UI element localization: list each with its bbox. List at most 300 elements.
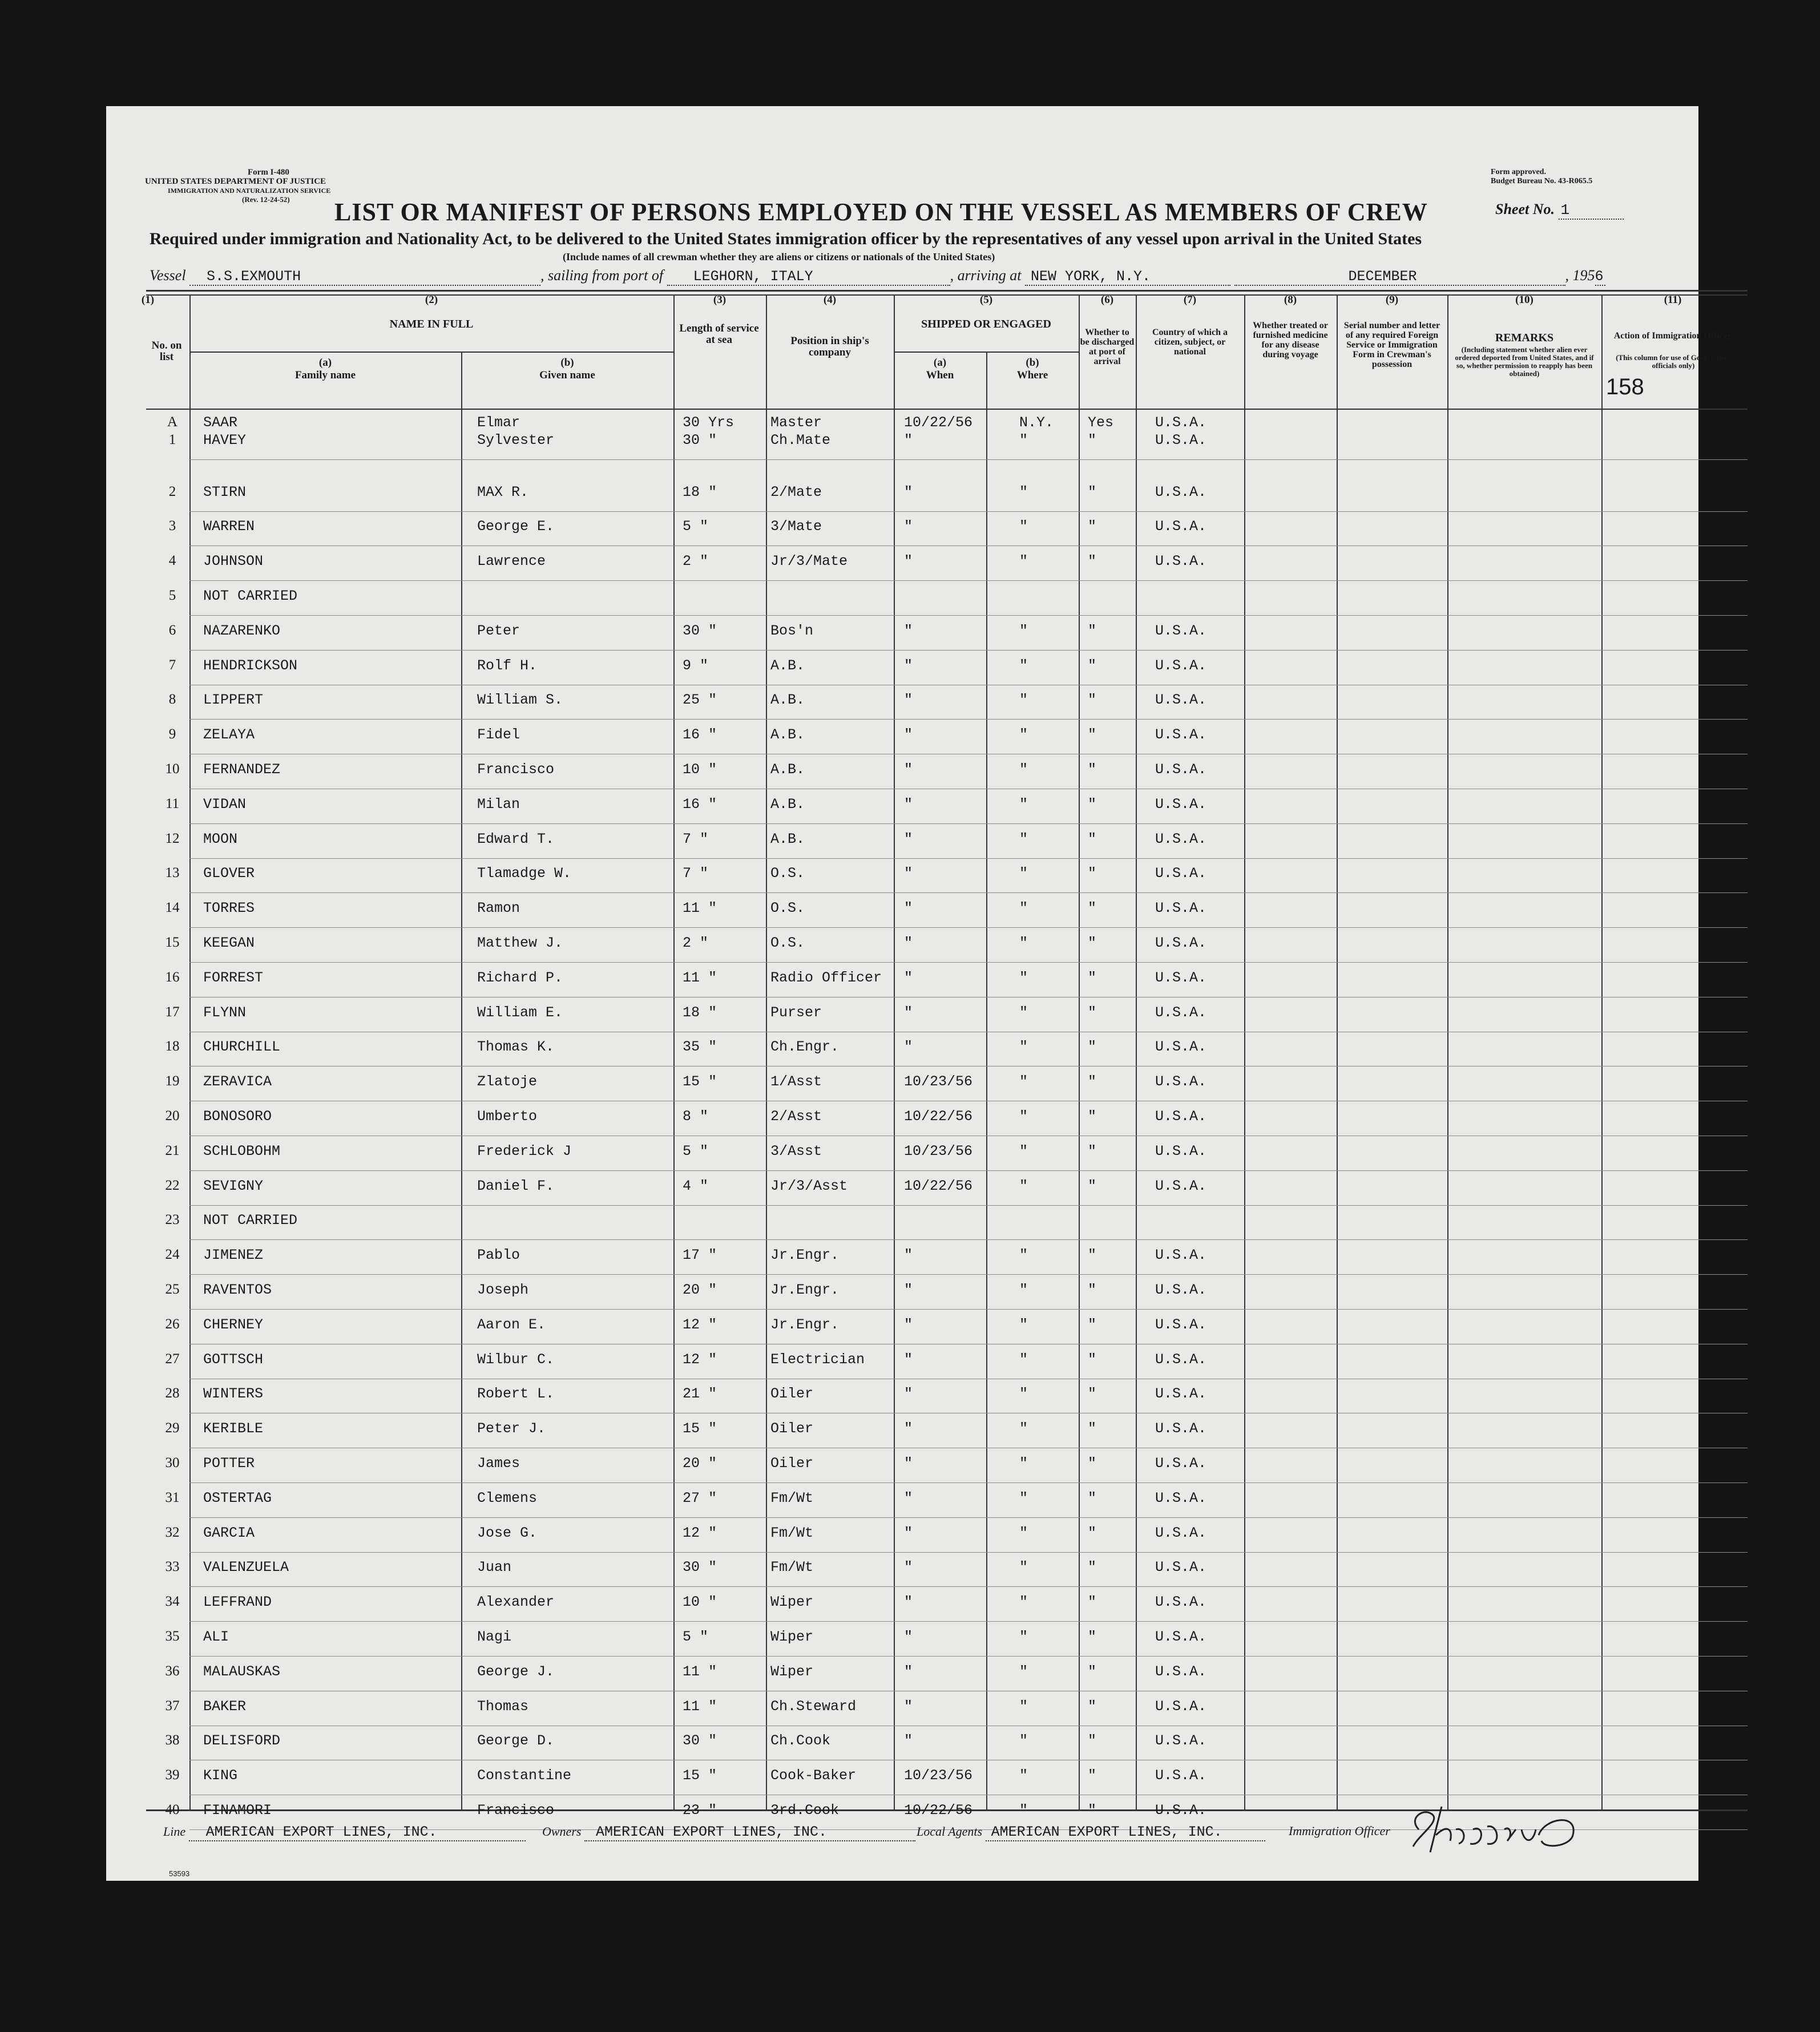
row-when: 10/23/56	[904, 1767, 973, 1784]
col6-header: Whether to be discharged at port of arrival	[1080, 328, 1135, 366]
row-discharged: "	[1088, 622, 1097, 639]
row-no: 7	[168, 657, 176, 673]
table-column-rule	[1244, 294, 1245, 1809]
row-family: POTTER	[203, 1455, 255, 1472]
row-length: 2 "	[683, 935, 709, 951]
row-position: A.B.	[770, 761, 805, 778]
page-subtitle: Required under immigration and Nationality Act, to be delivered to the United States immigration officer by the representatives of any vessel upon arrival in the United States	[150, 229, 1422, 248]
row-length: 18 "	[683, 1004, 717, 1021]
row-where: "	[1019, 1247, 1028, 1264]
row-no: 9	[168, 726, 176, 742]
row-country: U.S.A.	[1155, 830, 1207, 847]
row-given: MAX R.	[477, 483, 529, 500]
row-divider	[189, 1274, 1748, 1275]
row-discharged: "	[1088, 1420, 1097, 1437]
row-when: "	[904, 969, 913, 986]
row-given: Peter J.	[477, 1420, 546, 1437]
row-discharged: "	[1088, 1108, 1097, 1125]
row-position: Fm/Wt	[770, 1489, 814, 1506]
row-family: HAVEY	[203, 431, 247, 449]
row-no: 25	[165, 1282, 180, 1297]
col5-header: SHIPPED OR ENGAGED	[921, 318, 1051, 330]
col3-number: (3)	[713, 294, 727, 306]
row-no: 12	[165, 830, 180, 846]
row-no: 6	[168, 622, 176, 638]
sheet-value: 1	[1559, 201, 1624, 220]
row-given: Tlamadge W.	[477, 865, 572, 882]
col9-header: Serial number and letter of any required Foreign Service or Immigration Form in Crewman's possession	[1343, 321, 1440, 369]
row-family: MALAUSKAS	[203, 1663, 281, 1680]
row-when: 10/22/56	[904, 1177, 973, 1194]
row-discharged: "	[1088, 483, 1097, 500]
row-where: "	[1019, 1455, 1028, 1472]
row-discharged: "	[1088, 865, 1097, 882]
row-family: VALENZUELA	[203, 1559, 289, 1576]
row-discharged: "	[1088, 1732, 1097, 1750]
row-country: U.S.A.	[1155, 1004, 1207, 1021]
row-given: George J.	[477, 1663, 555, 1680]
row-divider	[189, 1621, 1748, 1622]
table-column-rule	[766, 294, 767, 1809]
row-where: "	[1019, 1767, 1028, 1784]
row-position: 2/Mate	[770, 483, 822, 500]
row-position: Jr.Engr.	[770, 1247, 840, 1264]
row-country: U.S.A.	[1155, 622, 1207, 639]
col3-header: Length of service at sea	[679, 322, 759, 346]
row-country: U.S.A.	[1155, 1732, 1207, 1750]
row-family: GLOVER	[203, 865, 255, 882]
row-when: "	[904, 830, 913, 847]
row-where: "	[1019, 935, 1028, 951]
row-where: "	[1019, 1108, 1028, 1125]
row-discharged: "	[1088, 935, 1097, 951]
row-given: Milan	[477, 795, 520, 813]
row-country: U.S.A.	[1155, 1142, 1207, 1160]
row-given: Alexander	[477, 1594, 555, 1611]
row-no: 38	[165, 1732, 180, 1748]
row-when: "	[904, 900, 913, 917]
col8-header: Whether treated or furnished medicine for any disease during voyage	[1253, 321, 1328, 359]
row-when: "	[904, 518, 913, 535]
row-when: "	[904, 431, 913, 449]
row-where: "	[1019, 1420, 1028, 1437]
row-country: U.S.A.	[1155, 553, 1207, 570]
row-divider	[189, 1309, 1748, 1310]
table-column-rule	[189, 294, 191, 1809]
row-family: SCHLOBOHM	[203, 1142, 281, 1160]
row-country: U.S.A.	[1155, 1524, 1207, 1541]
row-position: Jr/3/Asst	[770, 1177, 848, 1194]
row-length: 12 "	[683, 1524, 717, 1541]
row-when: "	[904, 483, 913, 500]
row-given: Elmar	[477, 414, 520, 431]
row-divider	[189, 650, 1748, 651]
voyage-line	[150, 267, 1605, 286]
row-given: Umberto	[477, 1108, 538, 1125]
row-when: 10/23/56	[904, 1142, 973, 1160]
row-divider	[189, 1482, 1748, 1483]
row-position: Jr/3/Mate	[770, 553, 848, 570]
row-where: "	[1019, 795, 1028, 813]
row-when: "	[904, 1732, 913, 1750]
row-family: STIRN	[203, 483, 247, 500]
col1-number: (1)	[141, 294, 155, 306]
row-length: 30 "	[683, 431, 717, 449]
row-country: U.S.A.	[1155, 900, 1207, 917]
row-position: Wiper	[770, 1663, 814, 1680]
row-length: 16 "	[683, 726, 717, 744]
col11-number: (11)	[1664, 294, 1682, 306]
row-discharged: "	[1088, 1316, 1097, 1333]
col5a-number: (a)	[933, 357, 947, 369]
col11-note: (This column for use of Government officials only)	[1616, 353, 1731, 370]
row-length: 30 "	[683, 1559, 717, 1576]
row-given: William E.	[477, 1004, 563, 1021]
row-when: "	[904, 1594, 913, 1611]
row-discharged: "	[1088, 1802, 1097, 1819]
row-discharged: "	[1088, 761, 1097, 778]
row-no: 27	[165, 1351, 180, 1367]
row-divider	[189, 927, 1748, 928]
row-given: Thomas K.	[477, 1039, 555, 1056]
row-discharged: "	[1088, 726, 1097, 744]
row-discharged: "	[1088, 431, 1097, 449]
row-given: James	[477, 1455, 520, 1472]
vessel-label: Vessel	[150, 267, 186, 284]
row-family: HENDRICKSON	[203, 657, 298, 674]
row-divider	[189, 892, 1748, 893]
row-length: 25 "	[683, 692, 717, 709]
row-where: N.Y.	[1019, 414, 1054, 431]
row-when: "	[904, 1663, 913, 1680]
row-discharged: "	[1088, 1282, 1097, 1298]
row-given: Rolf H.	[477, 657, 538, 674]
row-given: Frederick J	[477, 1142, 572, 1160]
row-where: "	[1019, 969, 1028, 986]
budget-bureau: Budget Bureau No. 43-R065.5	[1491, 177, 1593, 185]
row-length: 15 "	[683, 1767, 717, 1784]
row-position: Purser	[770, 1004, 822, 1021]
row-when: "	[904, 1316, 913, 1333]
row-where: "	[1019, 1489, 1028, 1506]
owners-name: AMERICAN EXPORT LINES, INC.	[584, 1824, 915, 1841]
row-family: KEEGAN	[203, 935, 255, 951]
row-divider	[189, 1552, 1748, 1553]
table-column-rule	[986, 352, 987, 1809]
table-row-rule	[894, 352, 1079, 353]
row-where: "	[1019, 1385, 1028, 1403]
row-given: William S.	[477, 692, 563, 709]
table-column-rule	[461, 352, 462, 1809]
row-divider	[189, 1656, 1748, 1657]
row-no: 15	[165, 935, 180, 950]
row-discharged: "	[1088, 900, 1097, 917]
row-no: 11	[165, 795, 180, 811]
row-no: 22	[165, 1177, 180, 1193]
row-length: 5 "	[683, 1629, 709, 1645]
row-family: LEFFRAND	[203, 1594, 272, 1611]
row-position: Ch.Steward	[770, 1698, 857, 1715]
row-position: Jr.Engr.	[770, 1282, 840, 1298]
row-where: "	[1019, 622, 1028, 639]
col5b-number: (b)	[1026, 357, 1039, 369]
row-length: 7 "	[683, 865, 709, 882]
row-discharged: "	[1088, 1524, 1097, 1541]
row-when: 10/22/56	[904, 1802, 973, 1819]
row-no: 39	[165, 1767, 180, 1783]
row-length: 11 "	[683, 969, 717, 986]
row-country: U.S.A.	[1155, 795, 1207, 813]
row-position: A.B.	[770, 657, 805, 674]
year-digit: 6	[1595, 268, 1605, 286]
row-discharged: "	[1088, 1698, 1097, 1715]
row-country: U.S.A.	[1155, 518, 1207, 535]
table-row-rule	[189, 352, 673, 353]
page-stamp-number: 158	[1606, 374, 1644, 399]
row-given: Robert L.	[477, 1385, 555, 1403]
row-no: 31	[165, 1489, 180, 1505]
row-family: BAKER	[203, 1698, 247, 1715]
row-country: U.S.A.	[1155, 1663, 1207, 1680]
row-family: CHURCHILL	[203, 1039, 281, 1056]
row-position: Master	[770, 414, 822, 431]
row-where: "	[1019, 1802, 1028, 1819]
row-position: A.B.	[770, 692, 805, 709]
row-family: BONOSORO	[203, 1108, 272, 1125]
department-name: UNITED STATES DEPARTMENT OF JUSTICE	[145, 177, 326, 186]
row-family: TORRES	[203, 900, 255, 917]
row-position: Ch.Engr.	[770, 1039, 840, 1056]
row-divider	[189, 1586, 1748, 1587]
row-when: "	[904, 1420, 913, 1437]
row-where: "	[1019, 1039, 1028, 1056]
agents-label: Local Agents	[917, 1824, 983, 1839]
table-column-rule	[1601, 294, 1603, 1809]
col10-note: (Including statement whether alien ever ordered deported from United States, and if so, whether permission to reapply has been obtained)	[1455, 345, 1594, 378]
row-no: A	[167, 414, 178, 430]
row-where: "	[1019, 1004, 1028, 1021]
officer-signature	[1402, 1795, 1590, 1858]
port-to: NEW YORK, N.Y.	[1025, 268, 1230, 286]
row-given: Lawrence	[477, 553, 546, 570]
row-divider	[189, 858, 1748, 859]
row-position: 2/Asst	[770, 1108, 822, 1125]
row-divider	[189, 615, 1748, 616]
row-length: 30 "	[683, 1732, 717, 1750]
row-where: "	[1019, 1351, 1028, 1368]
row-no: 37	[165, 1698, 180, 1714]
row-given: George D.	[477, 1732, 555, 1750]
row-country: U.S.A.	[1155, 414, 1207, 431]
row-discharged: "	[1088, 553, 1097, 570]
col7-number: (7)	[1183, 294, 1197, 306]
row-discharged: "	[1088, 1559, 1097, 1576]
col10-number: (10)	[1515, 294, 1534, 306]
row-country: U.S.A.	[1155, 483, 1207, 500]
row-length: 2 "	[683, 553, 709, 570]
row-where: "	[1019, 1559, 1028, 1576]
row-no: 20	[165, 1108, 180, 1124]
row-country: U.S.A.	[1155, 1282, 1207, 1298]
row-given: Pablo	[477, 1247, 520, 1264]
row-length: 11 "	[683, 1698, 717, 1715]
row-no: 28	[165, 1385, 180, 1401]
row-position: Oiler	[770, 1420, 814, 1437]
row-where: "	[1019, 726, 1028, 744]
row-discharged: "	[1088, 518, 1097, 535]
col2a-number: (a)	[318, 357, 332, 369]
row-no: 8	[168, 692, 176, 708]
row-given: Sylvester	[477, 431, 555, 449]
row-discharged: "	[1088, 1489, 1097, 1506]
owners-label: Owners	[542, 1824, 582, 1839]
row-position: A.B.	[770, 726, 805, 744]
row-when: "	[904, 692, 913, 709]
row-divider	[189, 511, 1748, 512]
row-country: U.S.A.	[1155, 1489, 1207, 1506]
row-family: FORREST	[203, 969, 264, 986]
row-where: "	[1019, 761, 1028, 778]
row-given: Francisco	[477, 1802, 555, 1819]
row-position: O.S.	[770, 900, 805, 917]
row-discharged: "	[1088, 1594, 1097, 1611]
row-family: WARREN	[203, 518, 255, 535]
row-divider	[189, 1517, 1748, 1518]
line-label: Line	[163, 1824, 186, 1839]
table-row-rule	[146, 290, 1748, 292]
row-family: NOT CARRIED	[203, 1212, 298, 1229]
row-where: "	[1019, 1594, 1028, 1611]
row-when: "	[904, 1698, 913, 1715]
row-discharged: "	[1088, 1767, 1097, 1784]
row-given: Richard P.	[477, 969, 563, 986]
col5b-header: Where	[1016, 369, 1048, 381]
row-country: U.S.A.	[1155, 1802, 1207, 1819]
row-given: Fidel	[477, 726, 520, 744]
table-column-rule	[1079, 294, 1080, 1809]
row-length: 11 "	[683, 900, 717, 917]
table-column-rule	[1136, 294, 1137, 1809]
row-when: "	[904, 1247, 913, 1264]
year-prefix: , 195	[1565, 267, 1595, 284]
row-position: A.B.	[770, 795, 805, 813]
row-length: 11 "	[683, 1663, 717, 1680]
table-column-rule	[673, 294, 675, 1809]
col2a-header: Family name	[294, 369, 356, 381]
row-length: 20 "	[683, 1282, 717, 1298]
col7-header: Country of which a citizen, subject, or national	[1152, 328, 1228, 357]
row-when: "	[904, 1282, 913, 1298]
service-name: IMMIGRATION AND NATURALIZATION SERVICE	[168, 187, 331, 195]
row-family: FLYNN	[203, 1004, 247, 1021]
row-where: "	[1019, 553, 1028, 570]
row-family: NOT CARRIED	[203, 588, 298, 604]
row-given: George E.	[477, 518, 555, 535]
row-no: 29	[165, 1420, 180, 1436]
row-country: U.S.A.	[1155, 1316, 1207, 1333]
row-when: "	[904, 657, 913, 674]
row-position: O.S.	[770, 935, 805, 951]
row-length: 12 "	[683, 1316, 717, 1333]
row-discharged: Yes	[1088, 414, 1114, 431]
row-where: "	[1019, 1282, 1028, 1298]
row-length: 20 "	[683, 1455, 717, 1472]
manifest-page	[106, 106, 1732, 1881]
row-position: Oiler	[770, 1455, 814, 1472]
row-position: Fm/Wt	[770, 1559, 814, 1576]
row-discharged: "	[1088, 1073, 1097, 1090]
row-discharged: "	[1088, 795, 1097, 813]
table-row-rule	[146, 409, 1748, 410]
row-no: 17	[165, 1004, 180, 1020]
row-where: "	[1019, 518, 1028, 535]
row-position: Wiper	[770, 1594, 814, 1611]
row-family: VIDAN	[203, 795, 247, 813]
row-when: "	[904, 1039, 913, 1056]
row-position: Wiper	[770, 1629, 814, 1645]
row-when: "	[904, 1489, 913, 1506]
row-no: 10	[165, 761, 180, 777]
row-divider	[189, 1170, 1748, 1171]
row-when: "	[904, 795, 913, 813]
row-country: U.S.A.	[1155, 1629, 1207, 1645]
col10-header: REMARKS	[1495, 332, 1554, 344]
row-family: JIMENEZ	[203, 1247, 264, 1264]
row-no: 30	[165, 1455, 180, 1471]
row-country: U.S.A.	[1155, 1351, 1207, 1368]
sailing-label: , sailing from port of	[540, 267, 664, 284]
row-given: Nagi	[477, 1629, 512, 1645]
row-discharged: "	[1088, 692, 1097, 709]
row-when: "	[904, 865, 913, 882]
row-family: NAZARENKO	[203, 622, 281, 639]
row-divider	[189, 1205, 1748, 1206]
col2b-header: Given name	[539, 369, 595, 381]
row-country: U.S.A.	[1155, 1767, 1207, 1784]
col4-header: Position in ship's company	[790, 335, 869, 358]
footer-officer	[1289, 1824, 1390, 1839]
row-position: Jr.Engr.	[770, 1316, 840, 1333]
row-divider	[189, 1066, 1748, 1067]
row-length: 8 "	[683, 1108, 709, 1125]
approved-text: Form approved.	[1491, 168, 1546, 176]
include-note: (Include names of all crewman whether they are aliens or citizens or nationals of the United States)	[563, 251, 995, 262]
row-when: 10/22/56	[904, 1108, 973, 1125]
row-position: Ch.Mate	[770, 431, 831, 449]
row-family: KERIBLE	[203, 1420, 264, 1437]
form-identification	[145, 168, 330, 204]
page-title: LIST OR MANIFEST OF PERSONS EMPLOYED ON THE VESSEL AS MEMBERS OF CREW	[334, 198, 1428, 226]
row-where: "	[1019, 1732, 1028, 1750]
row-when: "	[904, 935, 913, 951]
row-where: "	[1019, 1524, 1028, 1541]
row-family: SEVIGNY	[203, 1177, 264, 1194]
form-approval	[1491, 168, 1592, 186]
col8-number: (8)	[1284, 294, 1297, 306]
form-number: Form I-480	[248, 168, 289, 177]
footer-agents	[917, 1824, 1265, 1841]
row-discharged: "	[1088, 830, 1097, 847]
row-where: "	[1019, 1698, 1028, 1715]
row-divider	[189, 719, 1748, 720]
row-length: 16 "	[683, 795, 717, 813]
row-where: "	[1019, 1316, 1028, 1333]
row-discharged: "	[1088, 1142, 1097, 1160]
row-length: 15 "	[683, 1073, 717, 1090]
row-no: 3	[168, 518, 176, 534]
row-no: 26	[165, 1316, 180, 1332]
row-given: Wilbur C.	[477, 1351, 555, 1368]
